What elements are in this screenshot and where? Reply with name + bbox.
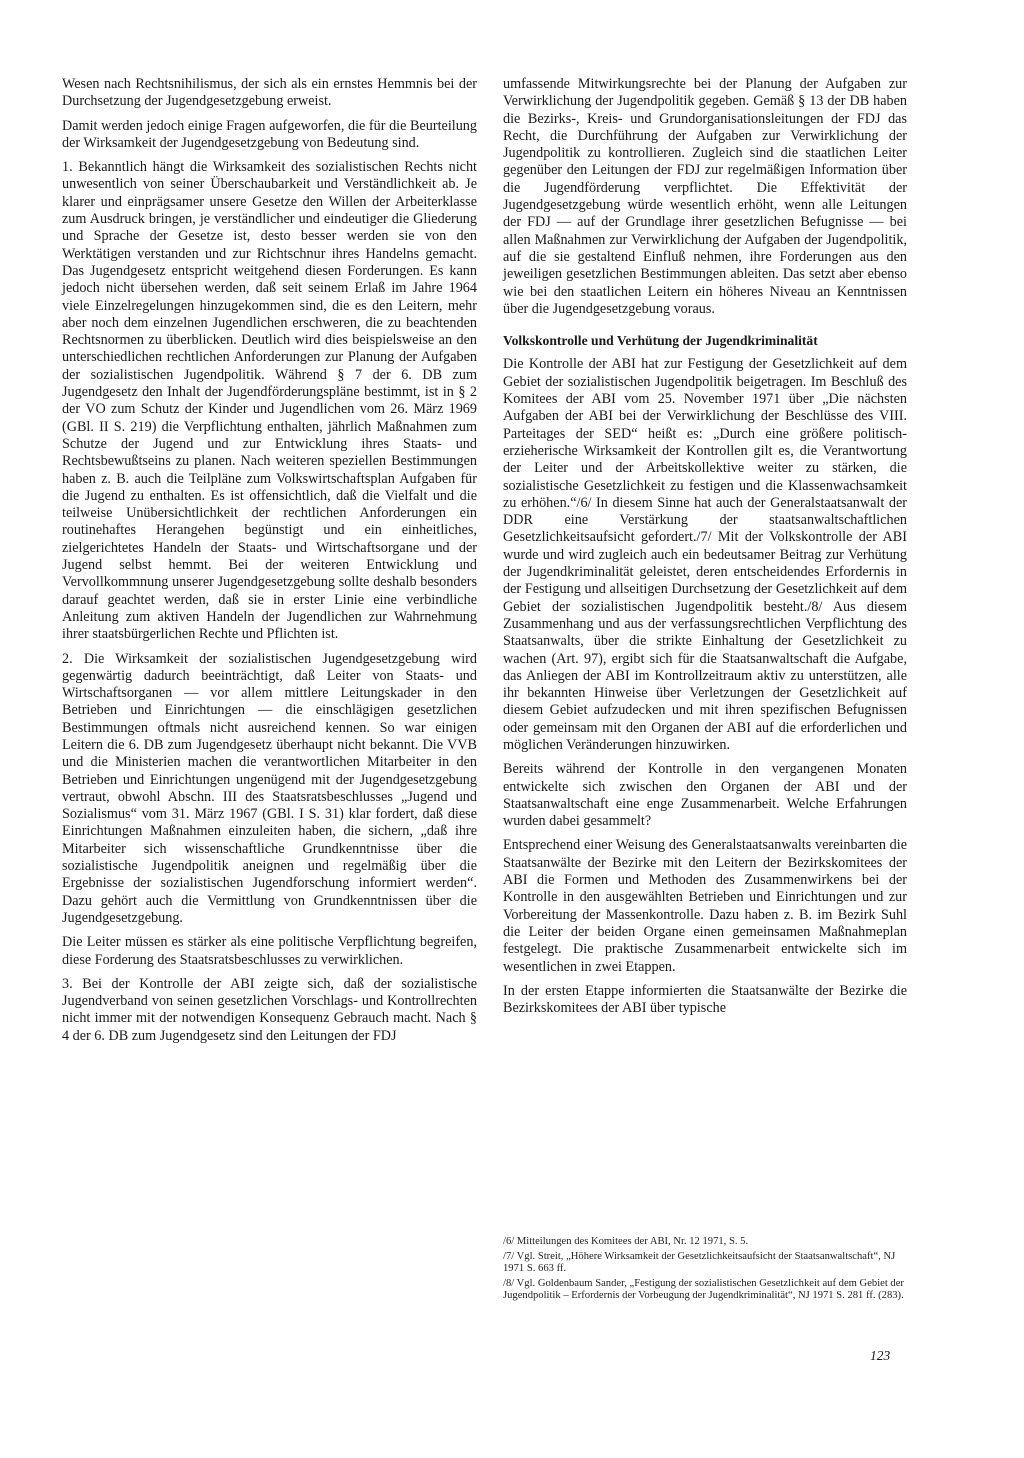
left-column (62, 76, 477, 1052)
footnote-6: /6/ Mitteilungen des Komitees der ABI, Nr. 12 1971, S. 5. (503, 1236, 749, 1247)
section-heading: Volkskontrolle und Verhütung der Jugendkriminalität (503, 333, 818, 349)
paragraph: Damit werden jedoch einige Fragen aufgeworfen, die für die Beurteilung der Wirksamkeit der Jugendgesetzgebung von Bedeutung sind. (62, 117, 477, 151)
paragraph: Wesen nach Rechtsnihilismus, der sich als ein ernstes Hemmnis bei der Durchsetzung der Jugendgesetzgebung erweist. (62, 76, 477, 110)
paragraph: Bereits während der Kontrolle in den vergangenen Monaten entwickelte sich zwischen den Organen der ABI und der Staatsanwaltschaft eine enge Zusammenarbeit. Welche Erfahrungen wurden dabei gesammelt? (503, 761, 907, 830)
paragraph: 2. Die Wirksamkeit der sozialistischen Jugendgesetzgebung wird gegenwärtig dadurch beeinträchtigt, daß Leiter von Staats- und Wirtschaftsorganen — vor allem mittlere Leitungskader in den Betrieben und Einrichtungen — die einschlägigen gesetzlichen Bestimmungen oftmals nicht ausreichend kennen. So war einigen Leitern die 6. DB zum Jugendgesetz überhaupt nicht bekannt. Die VVB und die Ministerien machen die verantwortlichen Mitarbeiter in den Betrieben und Einrichtungen ungenügend mit der Jugendgesetzgebung vertraut, obwohl Abschn. III des Staatsratsbeschlusses „Jugend und Sozialismus“ vom 31. März 1967 (GBl. I S. 31) klar fordert, daß diese Einrichtungen Maßnahmen einzuleiten haben, die sichern, „daß ihre Mitarbeiter sich wissenschaftliche Grundkenntnisse über die sozialistische Jugendpolitik aneignen und regelmäßig über die Ergebnisse der sozialistischen Jugendforschung informiert werden“. Dazu gehört auch die Vermittlung von Grundkenntnissen über die Jugendgesetzgebung. (62, 650, 477, 926)
right-column (503, 76, 907, 1024)
paragraph: Die Kontrolle der ABI hat zur Festigung der Gesetzlichkeit auf dem Gebiet der sozialistischen Jugendpolitik beigetragen. Im Beschluß des Komitees der ABI vom 25. November 1971 über „Die nächsten Aufgaben der ABI bei der Verwirklichung der Beschlüsse des VIII. Parteitages der SED“ heißt es: „Durch eine größere politisch-erzieherische Wirksamkeit der Kontrollen gilt es, die Verantwortung der Leiter und der Arbeitskollektive weiter zu stärken, die sozialistische Gesetzlichkeit zu festigen und die Klassenwachsamkeit zu erhöhen.“/6/ In diesem Sinne hat auch der Generalstaatsanwalt der DDR eine Verstärkung der staatsanwaltschaftlichen Gesetzlichkeitsaufsicht gefordert./7/ Mit der Volkskontrolle der ABI wurde und wird zugleich auch ein bedeutsamer Beitrag zur Verhütung der Jugendkriminalität geleistet, deren entscheidendes Erfordernis in der Festigung und allseitigen Durchsetzung der Gesetzlichkeit auf dem Gebiet der sozialistischen Jugendpolitik besteht./8/ Aus diesem Zusammenhang und aus der verfassungsrechtlichen Verpflichtung des Staatsanwalts, über die strikte Einhaltung der Gesetzlichkeit zu wachen (Art. 97), ergibt sich für die Staatsanwaltschaft die Aufgabe, das Anliegen der ABI im Kontrollzeitraum aktiv zu unterstützen, alle ihr bekannten Hinweise über Verletzungen der Gesetzlichkeit auf diesem Gebiet aufzudecken und mit ihren spezifischen Befugnissen oder gemeinsam mit den Organen der ABI auf die erforderlichen und möglichen Veränderungen hinzuwirken. (503, 356, 907, 753)
paragraph: umfassende Mitwirkungsrechte bei der Planung der Aufgaben zur Verwirklichung der Jugendpolitik gegeben. Gemäß § 13 der DB haben die Bezirks-, Kreis- und Grundorganisationsleitungen der FDJ das Recht, die Durchführung der Aufgaben zur Verwirklichung der Jugendpolitik zu kontrollieren. Zugleich sind die staatlichen Leiter gegenüber den Leitungen der FDJ zur regelmäßigen Information über die Jugendförderung verpflichtet. Die Effektivität der Jugendgesetzgebung würde wesentlich erhöht, wenn alle Leitungen der FDJ — auf der Grundlage ihrer gesetzlichen Befugnisse — bei allen Maßnahmen zur Verwirklichung der Aufgaben der Jugendpolitik, auf die sie gestaltend Einfluß nehmen, ihre Forderungen aus den jeweiligen gesetzlichen Bestimmungen ableiten. Das setzt aber ebenso wie bei den staatlichen Leitern ein höheres Niveau an Kenntnissen über die Jugendgesetzgebung voraus. (503, 76, 907, 317)
paragraph: Entsprechend einer Weisung des Generalstaatsanwalts vereinbarten die Staatsanwälte der Bezirke mit den Leitern der Bezirkskomitees der ABI die Formen und Methoden des Zusammenwirkens bei der Kontrolle in den ausgewählten Betrieben und Einrichtungen und zur Vorbereitung der Massenkontrolle. Dazu haben z. B. im Bezirk Suhl die Leiter der beiden Organe einen gemeinsamen Maßnahmeplan festgelegt. Die praktische Zusammenarbeit entwickelte sich im wesentlichen in zwei Etappen. (503, 837, 907, 975)
footnotes (503, 1236, 907, 1305)
footnote-7: /7/ Vgl. Streit, „Höhere Wirksamkeit der Gesetzlichkeitsaufsicht der Staatsanwaltschaft“, NJ 1971 S. 663 ff. (503, 1250, 896, 1275)
paragraph: 3. Bei der Kontrolle der ABI zeigte sich, daß der sozialistische Jugendverband von seinen gesetzlichen Vorschlags- und Kontrollrechten nicht immer mit der notwendigen Konsequenz Gebrauch macht. Nach § 4 der 6. DB zum Jugendgesetz sind den Leitungen der FDJ (62, 975, 477, 1044)
paragraph: Die Leiter müssen es stärker als eine politische Verpflichtung begreifen, diese Forderung des Staatsratsbeschlusses zu verwirklichen. (62, 934, 477, 968)
paragraph: 1. Bekanntlich hängt die Wirksamkeit des sozialistischen Rechts nicht unwesentlich von seiner Überschaubarkeit und Verständlichkeit ab. Je klarer und einprägsamer unsere Gesetze den Willen der Arbeiterklasse zum Ausdruck bringen, je verständlicher und eindeutiger die Gliederung und Sprache der Gesetze ist, desto besser werden sie von den Werktätigen verstanden und zur Richtschnur ihres Handelns gemacht. Das Jugendgesetz entspricht weitgehend diesen Forderungen. Es kann jedoch nicht übersehen werden, daß seit seinem Erlaß im Jahre 1964 viele Einzelregelungen hinzugekommen sind, die es den Leitern, mehr aber noch dem einzelnen Jugendlichen erschweren, die zu beachtenden Rechtsnormen zu überblicken. Deutlich wird dies beispielsweise an den unterschiedlichen rechtlichen Anforderungen zur Planung der Aufgaben der sozialistischen Jugendpolitik. Während § 7 der 6. DB zum Jugendgesetz den Inhalt der Jugendförderungspläne bestimmt, ist in § 2 der VO zum Schutz der Kinder und Jugendlichen vom 26. März 1969 (GBl. II S. 219) die Verpflichtung enthalten, jährlich Maßnahmen zum Schutze der Jugend und zur Entwicklung ihres Staats- und Rechtsbewußtseins zu planen. Nach weiteren speziellen Bestimmungen haben z. B. auch die Teilpläne zum Volkswirtschaftsplan Aufgaben für die Jugend zu enthalten. Es ist offensichtlich, daß die Vielfalt und die teilweise Unübersichtlichkeit der rechtlichen Anforderungen ein routinehaftes Herangehen begünstigt und ein einheitliches, zielgerichtetes Handeln der Staats- und Wirtschaftsorgane und der Jugend selbst hemmt. Bei der weiteren Entwicklung und Vervollkommnung unserer Jugendgesetzgebung sollte deshalb besonders darauf geachtet werden, daß sie in erster Linie eine verbindliche Anleitung zum aktiven Handeln der Jugendlichen zur Wahrnehmung ihrer staatsbürgerlichen Rechte und Pflichten ist. (62, 159, 477, 643)
page-number: 123 (870, 1348, 891, 1363)
footnote-8: /8/ Vgl. Goldenbaum Sander, „Festigung der sozialistischen Gesetzlichkeit auf dem Gebiet der Jugendpolitik – Erfordernis der Vorbeugung der Jugendkriminalität“, NJ 1971 S. 281 ff. (283). (503, 1277, 904, 1302)
paragraph: In der ersten Etappe informierten die Staatsanwälte der Bezirke die Bezirkskomitees der ABI über typische (503, 982, 907, 1017)
